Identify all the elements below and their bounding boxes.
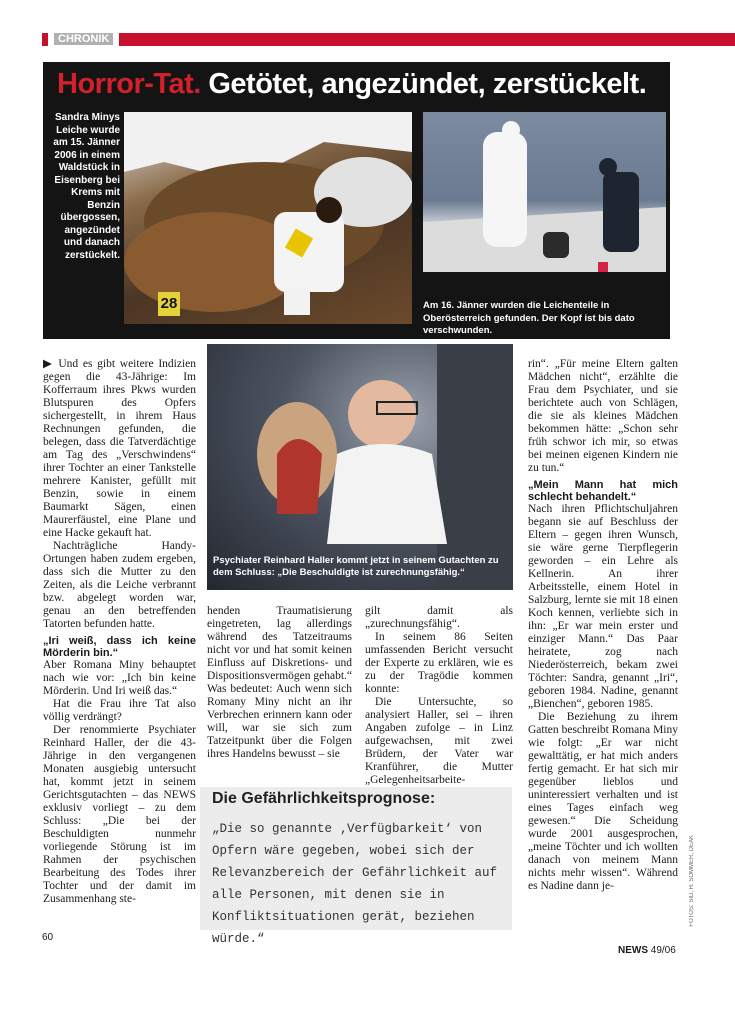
paragraph: Nach ihren Pflichtschuljahren begann sie auf Beschluss der Eltern – gegen ihren Wunsch, sie wäre gerne Tierpflegerin geworden – ein Lehre als Kellnerin. An ihrer Arbeitsstelle, einem Hotel in Salzburg, lernte sie mit 18 einen Koch kennen, verliebte sich in ihn: „Er war mein erster und einziger Mann.“ Das Paar heiratete, zog nach Niederösterreich, bekam zwei Töchter: Sandra, genannt „Iri“, geboren 1984. Nadine, genannt „Bienchen“, geboren 1985.	[528, 503, 678, 710]
column-2	[207, 605, 352, 761]
section-bar	[42, 33, 735, 46]
paragraph: ▶ Und es gibt weitere Indizien gegen die 43-Jährige: Im Kofferraum ihres Pkws wurden Blutspuren des Opfers sichergestellt, in ihrem Haus Rechnungen gefunden, die belegen, dass die Tatverdächtige am Tag des „Verschwindens“ ihrer Tochter an einer Tankstelle mehrere Kanister, gefüllt mit Benzin, sowie in einem Baumarkt Sägen, einen Maurerfäustel, eine Plane und eine Hacke gekauft hat.	[43, 358, 196, 539]
paragraph: rin“. „Für meine Eltern galten Mädchen nicht“, erzählte die Frau dem Psychiater, und sie berichtete auch von Schlägen, die sie als kleines Mädchen bekommen hätte: „Schon sehr früh schwor ich mir, so etwas bei meinen eigenen Kindern nie zu tun.“	[528, 358, 678, 474]
paragraph: gilt damit als „zurechnungsfähig“.	[365, 605, 513, 630]
magazine-footer	[618, 945, 676, 956]
subheading: „Iri weiß, dass ich keine Mörderin bin.“	[43, 635, 196, 659]
psychiatrist-photo	[207, 344, 513, 590]
quote-box-text: „Die so genannte ‚Verfügbarkeit‘ von Opfern wäre gegeben, wobei sich der Relevanzbereich der Gefährlichkeit auf alle Personen, mit denen sie in Konfliktsituationen gerät, beziehen würde.“	[212, 822, 498, 946]
column-1	[43, 358, 196, 906]
headline	[57, 68, 646, 101]
magazine-issue: 49/06	[650, 945, 676, 956]
photo-credit: FOTOS: SID, H. SOMMER, DEAK	[689, 835, 695, 927]
headline-main: Getötet, angezündet, zerstückelt.	[208, 68, 647, 100]
caption-mid: Psychiater Reinhard Haller kommt jetzt in seinem Gutachten zu dem Schluss: „Die Beschuldigte ist zurechnungsfähig.“	[213, 555, 499, 578]
caption-left: Sandra Minys Leiche wurde am 15. Jänner 2006 in einem Waldstück in Eisenberg bei Krems mit Benzin übergossen, angezündet und danach zerstückelt.	[53, 112, 120, 261]
column-3	[365, 605, 513, 787]
quote-box-title: Die Gefährlichkeitsprognose:	[212, 790, 436, 807]
headline-kicker: Horror-Tat.	[57, 68, 201, 100]
paragraph: henden Traumatisierung eingetreten, lag allerdings während des Tatzeitraums nicht vor und hat somit keinen Einfluss auf Diskretions- und Dispositionsvermögen gehabt.“ Was bedeutet: Auch wenn sich Romany Miny nicht an ihr Verbrechen erinnern kann oder will, war sie sich zum Tatzeitpunkt über die Folgen ihres Handelns bewusst – sie	[207, 605, 353, 760]
paragraph: In seinem 86 Seiten umfassenden Bericht versucht der Experte zu erklären, wie es zu der Tragödie kommen konnte:	[365, 631, 513, 695]
caption-right: Am 16. Jänner wurden die Leichenteile in Oberösterreich gefunden. Der Kopf ist bis dato verschwunden.	[423, 300, 635, 336]
page-number: 60	[42, 932, 54, 943]
forensic-woods-photo	[124, 112, 412, 324]
evidence-marker: 28	[158, 292, 180, 316]
paragraph: Nachträgliche Handy-Ortungen haben zudem ergeben, dass sich die Mutter zu den Zeiten, als die Leiche verbrannt bzw. abgelegt worden war, genau an den betreffenden Tatorten befunden hatte.	[43, 540, 196, 630]
paragraph: Der renommierte Psychiater Reinhard Haller, der die 43-Jährige in den vergangenen Monaten ausgiebig untersucht hat, kommt jetzt in seinem Gerichtsgutachten – das NEWS exklusiv vorliegt – zu dem Schluss: „Die bei der Beschuldigten nunmehr vorliegende Störung ist im Rahmen der psychischen Bearbeitung des Todes ihrer Tochter und der damit im Zusammenhang ste-	[43, 724, 196, 905]
psychiatrist-scene	[207, 344, 513, 590]
paragraph: Die Beziehung zu ihrem Gatten beschreibt Romana Miny wie folgt: „Er war nicht gewalttätig, er hat mich anders fertig gemacht. Er hat sich mir gegenüber lieblos und uninteressiert verhalten und ist eines Tages einfach weg gewesen.“ Die Scheidung wurde 2001 ausgesprochen, „meine Töchter und ich wollten danach von meinem Mann nichts mehr wissen“. Während es Nadine dann je-	[528, 711, 678, 892]
subheading: „Mein Mann hat mich schlecht behandelt.“	[528, 479, 678, 503]
paragraph: Aber Romana Miny behauptet nach wie vor: „Ich bin keine Mörderin. Und Iri weiß das.“	[43, 659, 196, 697]
magazine-name: NEWS	[618, 945, 648, 956]
lake-scene	[423, 112, 666, 272]
column-4	[528, 358, 678, 893]
paragraph: Die Untersuchte, so analysiert Haller, sei – ihren Angaben zufolge – in Linz aufgewachsen, mit zwei Brüdern, der Vater war Kranführer, die Mutter „Gelegenheitsarbeite-	[365, 696, 513, 786]
forensic-lake-photo	[423, 112, 666, 272]
paragraph: Hat die Frau ihre Tat also völlig verdrängt?	[43, 698, 196, 723]
section-label: CHRONIK	[48, 33, 119, 46]
